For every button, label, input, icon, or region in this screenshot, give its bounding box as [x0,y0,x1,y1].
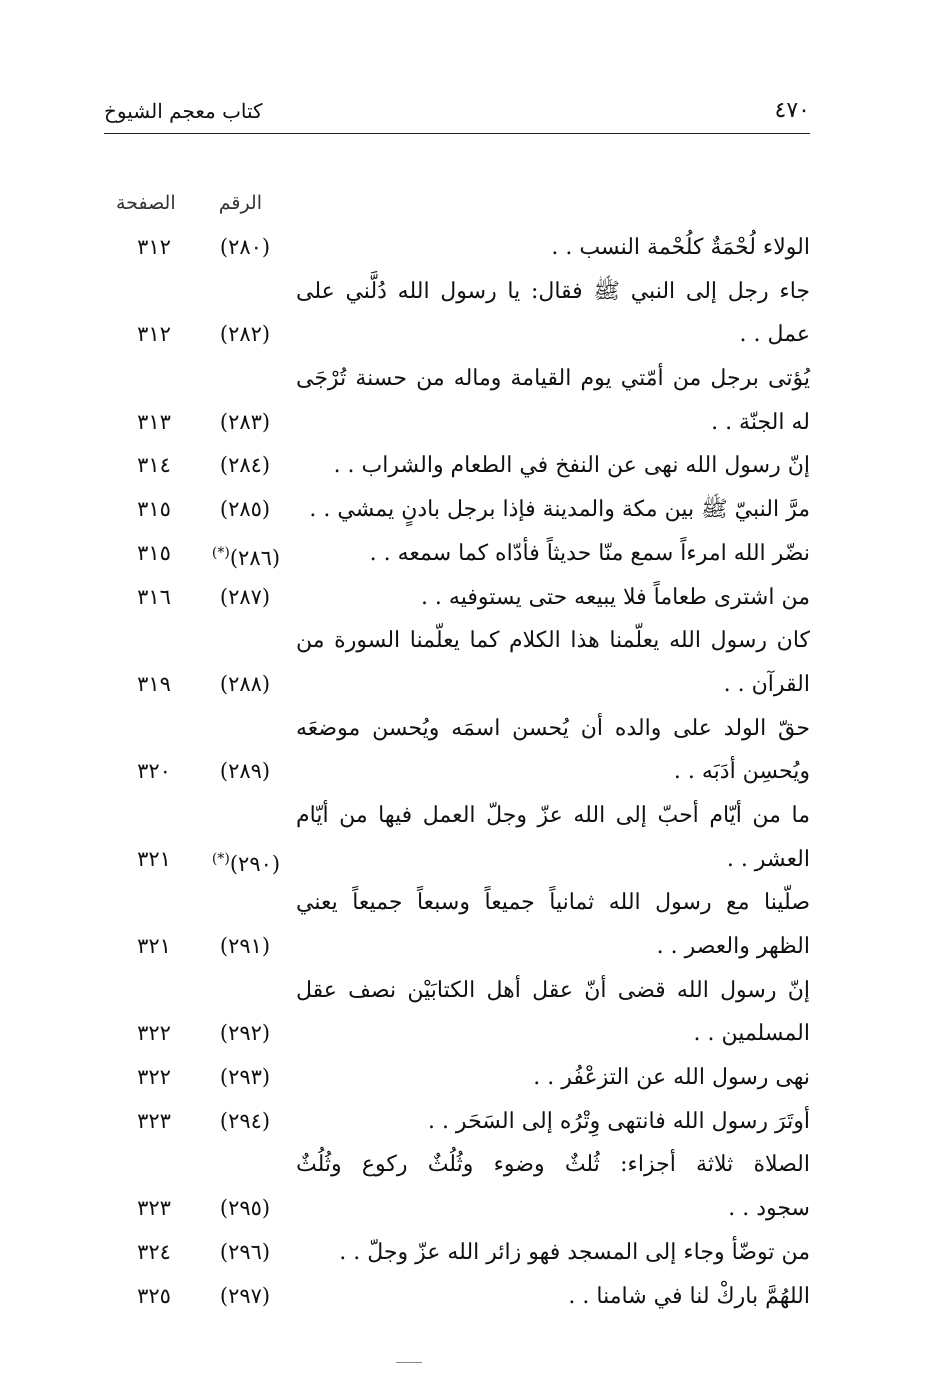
entry-last-line [104,1056,810,1100]
number-column-label: الرقم [218,192,262,214]
entry-text: الولاء لُحْمَةٌ كلُحْمة النسب . . [551,235,810,260]
entry-number-text: (٢٩٤) [219,1108,271,1133]
entry-number-text: (٢٨٤) [219,453,271,478]
header-rule [104,133,810,134]
entry-text: جاء رجل إلى النبي ﷺ فقال: يا رسول الله دُلَّني على [296,278,810,304]
entry-number [208,444,282,488]
entry-text: المسلمين . . [693,1021,810,1047]
entry-line [296,357,810,401]
index-entry [104,488,810,532]
entry-number [208,532,282,581]
index-entry [104,1100,810,1144]
entry-number [208,925,282,969]
entry-last-line [104,1187,810,1231]
entry-text: ما من أيّام أحبّ إلى الله عزّ وجلّ العمل فيها من أيّام [296,802,810,828]
entry-text: اللهُمَّ باركْ لنا في شامنا . . [568,1283,810,1309]
entry-number-text: (٢٨٢) [219,322,271,347]
entry-text: عمل . . [739,322,810,348]
entry-number [208,1100,282,1144]
entry-last-line [104,1012,810,1056]
index-entry [104,1056,810,1100]
entry-number-text: (٢٨٩) [219,759,271,784]
entry-page: ٣١٤ [137,453,171,478]
entry-text: ويُحسِن أدَبَه . . [673,759,810,785]
entry-last-line [104,663,810,707]
entry-line [296,969,810,1013]
index-entry [104,532,810,576]
index-entry [104,881,810,968]
index-entry [104,357,810,444]
entry-text: الصلاة ثلاثة أجزاء: ثُلثٌ وضوء وثُلُثٌ ركوع وثُلُثٌ [296,1152,810,1178]
entry-last-line [104,444,810,488]
entry-last-line [104,401,810,445]
entry-last-line [104,488,810,532]
entry-number-text: (٢٨٨) [219,671,271,696]
entry-line [296,619,810,663]
entry-number [208,488,282,532]
entry-page: ٣١٩ [137,671,171,696]
page-column-label: الصفحة [116,192,176,214]
entry-page: ٣١٦ [137,584,171,609]
entry-number-text: (٢٩٢) [219,1021,271,1046]
entry-number [208,1275,282,1319]
entry-text: نهى رسول الله عن التزعْفُر . . [533,1065,810,1091]
entry-marker: (*) [211,850,230,867]
entry-page: ٣٢٤ [137,1239,171,1264]
entry-number-text: (٢٨٦) [229,545,281,570]
entry-text: القرآن . . [723,671,810,697]
entry-page: ٣٢٥ [137,1283,171,1308]
book-title: كتاب معجم الشيوخ [104,99,263,123]
entry-text: من توضّأ وجاء إلى المسجد فهو زائر الله عزّ وجلّ . . [339,1239,810,1265]
entry-last-line [104,313,810,357]
entry-number-text: (٢٩٦) [219,1239,271,1264]
entry-page: ٣١٥ [137,540,171,565]
entry-number-text: (٢٩٣) [219,1065,271,1090]
entry-last-line [104,576,810,620]
index-entry [104,707,810,794]
page-number: ٤٧٠ [774,98,810,123]
index-entry [104,270,810,357]
entry-line [296,881,810,925]
index-entry [104,226,810,270]
entry-number-text: (٢٩٠) [229,851,281,876]
index-list [104,226,810,1318]
entry-number-text: (٢٨٥) [219,497,271,522]
entry-text: العشر . . [726,846,810,872]
entry-number [208,226,282,270]
entry-page: ٣١٢ [137,235,171,259]
entry-page: ٣١٢ [137,322,171,347]
entry-text: سجود . . [728,1196,810,1222]
entry-text: حقّ الولد على والده أن يُحسن اسمَه ويُحسن موضعَه [296,715,810,741]
index-entry [104,969,810,1056]
entry-number [208,663,282,707]
entry-number [208,1012,282,1056]
entry-last-line [104,226,810,270]
entry-text: إنّ رسول الله قضى أنّ عقل أهل الكتابَيْن نصف عقل [296,977,810,1003]
entry-number [208,1187,282,1231]
entry-number [208,313,282,357]
entry-text: كان رسول الله يعلّمنا هذا الكلام كما يعلّمنا السورة من [296,628,810,654]
entry-line [296,270,810,314]
entry-last-line [104,1100,810,1144]
entry-line [296,794,810,838]
entry-line [296,707,810,751]
entry-last-line [104,1231,810,1275]
index-entry [104,1231,810,1275]
entry-text: إنّ رسول الله نهى عن النفخ في الطعام والشراب . . [333,453,810,479]
entry-page: ٣٢٣ [137,1196,171,1221]
page-header [104,96,810,126]
entry-page: ٣٢٢ [137,1065,171,1090]
entry-text: له الجنّة . . [711,409,810,435]
index-entry [104,1275,810,1319]
entry-last-line [104,750,810,794]
entry-page: ٣١٣ [137,409,171,434]
entry-number-text: (٢٩٥) [219,1196,271,1221]
entry-number [208,1056,282,1100]
entry-line [296,1143,810,1187]
column-labels [116,192,276,226]
entry-last-line [104,532,810,576]
entry-number-text: (٢٩٧) [219,1283,271,1308]
entry-last-line [104,838,810,882]
index-entry [104,576,810,620]
entry-text: من اشترى طعاماً فلا يبيعه حتى يستوفيه . . [420,584,810,610]
index-entry [104,794,810,881]
entry-page: ٣٢١ [137,934,171,958]
entry-last-line [104,925,810,969]
entry-text: مرَّ النبيّ ﷺ بين مكة والمدينة فإذا برجل بادنٍ يمشي . . [309,497,810,523]
entry-text: يُؤتى برجل من أمّتي يوم القيامة وماله من حسنة تُرْجَى [296,366,810,392]
entry-number [208,401,282,445]
index-entry [104,619,810,706]
entry-text: الظهر والعصر . . [656,934,810,959]
entry-text: نضّر الله امرءاً سمع منّا حديثاً فأدّاه كما سمعه . . [369,540,810,566]
entry-number [208,750,282,794]
entry-page: ٣٢٠ [137,759,171,784]
entry-text: صلّينا مع رسول الله ثمانياً جميعاً وسبعاً جميعاً يعني [296,890,810,916]
entry-number-text: (٢٩١) [219,934,271,958]
entry-number-text: (٢٨٧) [219,584,271,609]
entry-page: ٣٢١ [137,846,171,871]
index-entry [104,1143,810,1230]
entry-text: أوتَرَ رسول الله فانتهى وِتْرُه إلى السَحَر . . [427,1108,810,1134]
entry-last-line [104,1275,810,1319]
entry-page: ٣١٥ [137,497,171,522]
entry-number [208,1231,282,1275]
entry-number-text: (٢٨٠) [219,235,271,259]
entry-page: ٣٢٣ [137,1108,171,1133]
entry-number-text: (٢٨٣) [219,409,271,434]
entry-marker: (*) [211,544,230,561]
entry-page: ٣٢٢ [137,1021,171,1046]
entry-number [208,576,282,620]
index-entry [104,444,810,488]
entry-number [208,838,282,887]
footer-mark [396,1362,422,1363]
